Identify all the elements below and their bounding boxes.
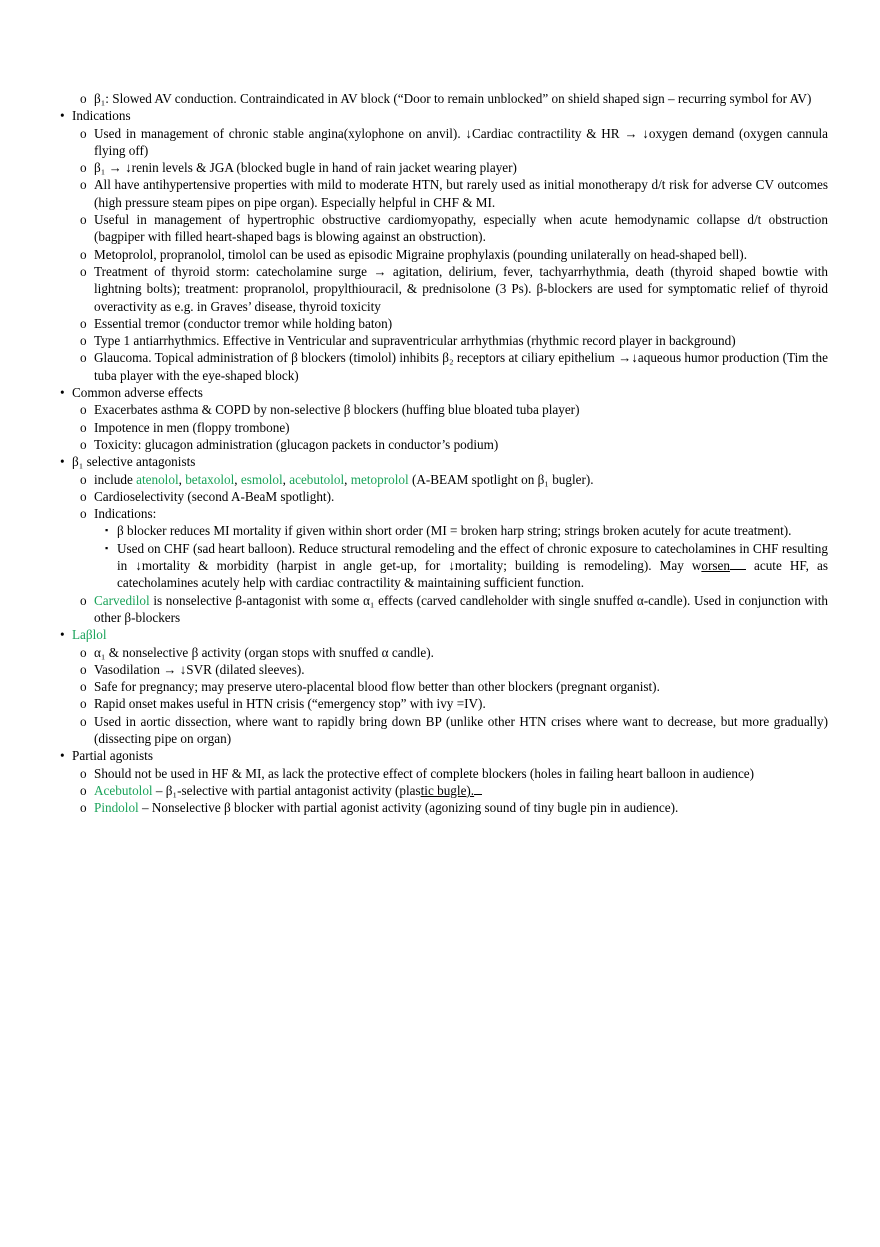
main-list <box>58 107 828 816</box>
list-item: ▪ β blocker reduces MI mortality if given within short order (MI = broken harp string; strings broken acutely for acute treatment). <box>103 522 828 539</box>
list-item: o All have antihypertensive properties with mild to moderate HTN, but rarely used as initial monotherapy d/t risk for adverse CV outcomes (high pressure steam pipes on pipe organ). Especially helpful in CHF & MI. <box>80 176 828 211</box>
list-item: o Type 1 antiarrhythmics. Effective in Ventricular and supraventricular arrhythmias (rhythmic record player in background) <box>80 332 828 349</box>
drug-name-betaxolol: betaxolol <box>185 471 235 487</box>
drug-name-carvedilol: Carvedilol <box>94 592 150 608</box>
underline-tail <box>730 557 746 570</box>
b1-selective-list <box>80 471 828 627</box>
list-item: o include atenolol, betaxolol, esmolol, acebutolol, metoprolol (A-BEAM spotlight on β₁ bugler). <box>80 471 828 488</box>
indications-list <box>80 125 828 384</box>
notes-content <box>58 90 828 816</box>
list-item: o Pindolol – Nonselective β blocker with partial agonist activity (agonizing sound of tiny bugle pin in audience). <box>80 799 828 816</box>
list-item: o Exacerbates asthma & COPD by non-selective β blockers (huffing blue bloated tuba player) <box>80 401 828 418</box>
list-item: o β₁ → ↓renin levels & JGA (blocked bugle in hand of rain jacket wearing player) <box>80 159 828 176</box>
b1-selective-section <box>58 453 828 626</box>
indications-section <box>58 107 828 384</box>
list-item: o Rapid onset makes useful in HTN crisis (“emergency stop” with ivy =IV). <box>80 695 828 712</box>
list-item: o Used in aortic dissection, where want to rapidly bring down BP (unlike other HTN crises where want to decrease, but more gradually) (dissecting pipe on organ) <box>80 713 828 748</box>
labetalol-section <box>58 626 828 747</box>
labetalol-heading: Laβlol <box>72 627 107 643</box>
drug-name-esmolol: esmolol <box>240 471 283 487</box>
labetalol-list <box>80 644 828 748</box>
adverse-list <box>80 401 828 453</box>
list-item: o Useful in management of hypertrophic obstructive cardiomyopathy, especially when acute hemodynamic collapse d/t obstruction (bagpiper with filled heart-shaped bags is blowing against an obstruction). <box>80 211 828 246</box>
drug-name-acebutolol: Acebutolol <box>94 782 153 798</box>
list-item: o Should not be used in HF & MI, as lack the protective effect of complete blockers (holes in failing heart balloon in audience) <box>80 765 828 782</box>
list-item: o Indications: ▪ β blocker reduces MI mortality if given within short order (MI = broken harp string; strings broken acutely for acute treatment). ▪ Used on CHF (sad heart balloon). Reduce structural remodeling and the effect of chronic exposure to catecholamines in CHF resulting in ↓mortality & morbidity (harpist in angle get-up, for ↓mortality; building is remodeling). May worsen acute HF, as catecholamines acutely help with cardiac contractility & maintaining sufficient function. <box>80 505 828 591</box>
drug-name-pindolol: Pindolol <box>94 800 139 816</box>
top-sublist <box>80 90 828 107</box>
adverse-heading: Common adverse effects <box>72 385 203 401</box>
list-item: o Treatment of thyroid storm: catecholamine surge → agitation, delirium, fever, tachyarrhythmia, death (thyroid shaped bowtie with lightning bolts); treatment: propranolol, propylthiouracil, & prednisolone (3 Ps). β-blockers are used for symptomatic relief of thyroid overactivity as e.g. in Graves’ disease, thyroid toxicity <box>80 263 828 315</box>
b1-av-item: o β₁: Slowed AV conduction. Contraindicated in AV block (“Door to remain unblocked” on shield shaped sign – recurring symbol for AV) <box>80 90 828 107</box>
list-item: o α₁ & nonselective β activity (organ stops with snuffed α candle). <box>80 644 828 661</box>
list-item: o Used in management of chronic stable angina(xylophone on anvil). ↓Cardiac contractility & HR → ↓oxygen demand (oxygen cannula flying off) <box>80 125 828 160</box>
indications-heading: Indications <box>72 108 131 124</box>
partial-agonists-section <box>58 747 828 816</box>
b1-indications-sublist <box>103 522 828 591</box>
drug-name-metoprolol: metoprolol <box>350 471 409 487</box>
list-item: o Essential tremor (conductor tremor while holding baton) <box>80 315 828 332</box>
list-item: o Acebutolol – β₁-selective with partial antagonist activity (plastic bugle). <box>80 782 828 799</box>
drug-name-acebutolol: acebutolol <box>289 471 345 487</box>
list-item: o Safe for pregnancy; may preserve utero-placental blood flow better than other blockers (pregnant organist). <box>80 678 828 695</box>
underline-tail <box>474 782 482 795</box>
adverse-section <box>58 384 828 453</box>
list-item: o Cardioselectivity (second A-BeaM spotlight). <box>80 488 828 505</box>
list-item: o Metoprolol, propranolol, timolol can be used as episodic Migraine prophylaxis (pounding unilaterally on head-shaped bell). <box>80 246 828 263</box>
list-item: o Toxicity: glucagon administration (glucagon packets in conductor’s podium) <box>80 436 828 453</box>
list-item: o Vasodilation → ↓SVR (dilated sleeves). <box>80 661 828 678</box>
b1-selective-heading: β₁ selective antagonists <box>72 454 196 470</box>
drug-name-atenolol: atenolol <box>136 471 179 487</box>
list-item: ▪ Used on CHF (sad heart balloon). Reduce structural remodeling and the effect of chronic exposure to catecholamines in CHF resulting in ↓mortality & morbidity (harpist in angle get-up, for ↓mortality; building is remodeling). May worsen acute HF, as catecholamines acutely help with cardiac contractility & maintaining sufficient function. <box>103 540 828 592</box>
list-item: o Glaucoma. Topical administration of β blockers (timolol) inhibits β₂ receptors at ciliary epithelium →↓aqueous humor production (Tim the tuba player with the eye-shaped block) <box>80 349 828 384</box>
partial-agonists-list <box>80 765 828 817</box>
partial-agonists-heading: Partial agonists <box>72 748 153 764</box>
list-item: o Carvedilol is nonselective β-antagonist with some α₁ effects (carved candleholder with single snuffed α-candle). Used in conjunction with other β-blockers <box>80 592 828 627</box>
list-item: o Impotence in men (floppy trombone) <box>80 419 828 436</box>
